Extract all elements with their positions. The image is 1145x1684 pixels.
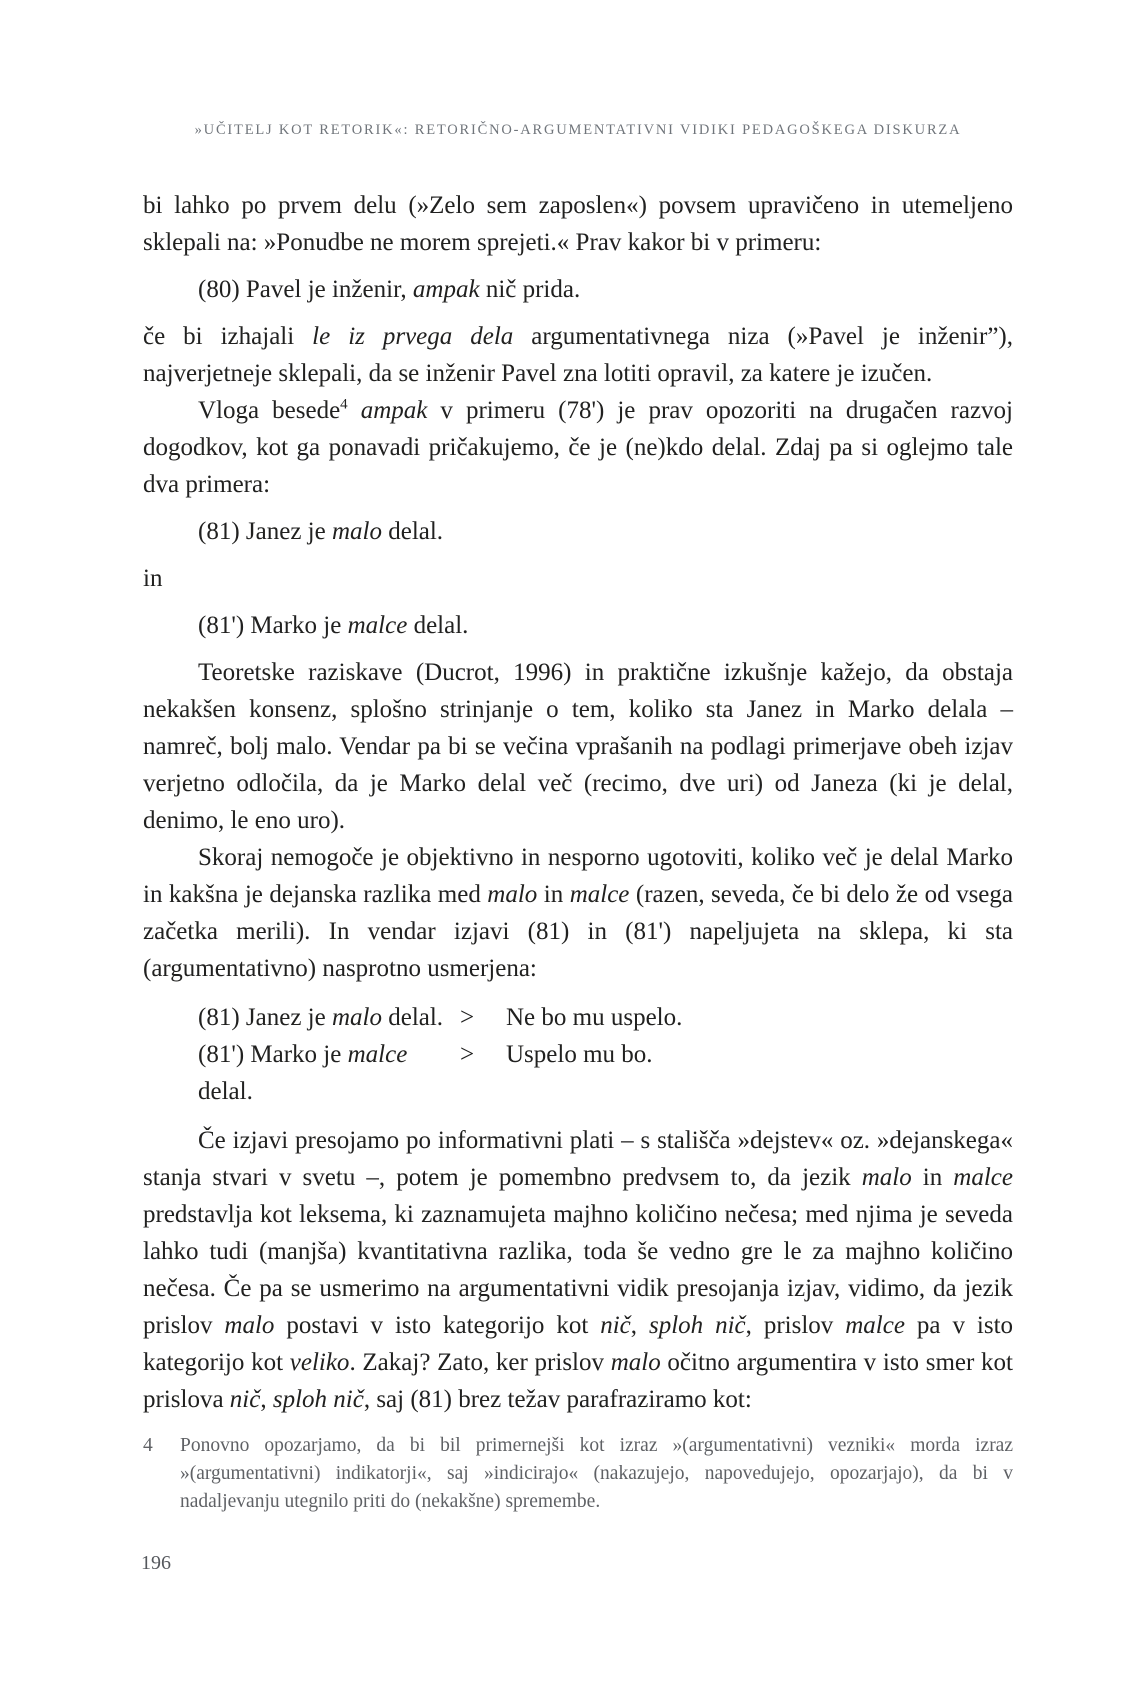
example-81: (81) Janez je malo delal.	[198, 518, 444, 545]
argument-conclusion: Uspelo mu bo.	[506, 1041, 653, 1068]
argument-conclusion: Ne bo mu uspelo.	[506, 1004, 683, 1031]
paragraph-ce-izjavi: Če izjavi presojamo po informativni plati – s stališča »dejstev« oz. »dejanskega« stanja stvari v svetu –, potem je pomembno predvsem to, da jezik malo in malce predstavlja kot leksema, ki zaznamujeta majhno količino nečesa; med njima je seveda lahko tudi (manjša) kvantitativna razlika, toda še vedno gre le za majhno količino nečesa. Če pa se usmerimo na argumentativni vidik presojanja izjav, vidimo, da jezik prislov malo postavi v isto kategorijo kot nič, sploh nič, prislov malce pa v isto kategorijo kot veliko. Zakaj? Zato, ker prislov malo očitno argumentira v isto smer kot prislova nič, sploh nič, saj (81) brez težav parafraziramo kot:	[143, 1127, 1014, 1413]
implication-arrow: >	[460, 1004, 475, 1031]
example-80: (80) Pavel je inženir, ampak nič prida.	[198, 276, 581, 303]
footnote-number: 4	[143, 1435, 153, 1456]
argument-row-81	[143, 999, 1013, 1036]
text-block	[143, 187, 1013, 1516]
paragraph-skoraj-nemogoce: Skoraj nemogoče je objektivno in nesporno ugotoviti, koliko več je delal Marko in kakšna je dejanska razlika med malo in malce (razen, seveda, če bi delo že od vsega začetka merili). In vendar izjavi (81) in (81') napeljujeta na sklepa, ki sta (argumentativno) nasprotno usmerjena:	[143, 844, 1013, 982]
paragraph-continuation: bi lahko po prvem delu (»Zelo sem zaposlen«) povsem upravičeno in utemeljeno sklepali na: »Ponudbe ne morem sprejeti.« Prav kakor bi v primeru:	[143, 192, 1013, 256]
argument-premise: (81) Janez je malo delal.	[198, 1004, 444, 1031]
page-number: 196	[141, 1552, 171, 1574]
paragraph-vloga-besede: Vloga besede$^4$ ampak v primeru (78') je prav opozoriti na drugačen razvoj dogodkov, kot ga ponavadi pričakujemo, če je (ne)kdo delal. Zdaj pa si oglejmo tale dva primera:	[143, 396, 1013, 498]
argument-row-81-prime	[143, 1036, 1013, 1110]
footnote-4	[143, 1432, 1013, 1516]
implication-arrow: >	[460, 1041, 475, 1068]
example-81-prime: (81') Marko je malce delal.	[198, 612, 469, 639]
running-header: »UČITELJ KOT RETORIK«: RETORIČNO-ARGUMENTATIVNI VIDIKI PEDAGOŠKEGA DISKURZA	[194, 122, 962, 138]
paragraph-teoretske-raziskave: Teoretske raziskave (Ducrot, 1996) in praktične izkušnje kažejo, da obstaja nekakšen konsenz, splošno strinjanje o tem, koliko sta Janez in Marko delala – namreč, bolj malo. Vendar pa bi se večina vprašanih na podlagi primerjave obeh izjav verjetno odločila, da je Marko delal več (recimo, dve uri) od Janeza (ki je delal, denimo, le eno uro).	[143, 659, 1013, 834]
footnote-text: Ponovno opozarjamo, da bi bil primernejši kot izraz »(argumentativni) vezniki« morda izraz »(argumentativni) indikatorji«, saj »indicirajo« (nakazujejo, napovedujejo, opozarjajo), da bi v nadaljevanju utegnilo priti do (nekakšne) spremembe.	[180, 1435, 1013, 1512]
paragraph-ce-bi-izhajali: če bi izhajali le iz prvega dela argumentativnega niza (»Pavel je inženir”), najverjetneje sklepali, da se inženir Pavel zna lotiti opravil, za katere je izučen.	[143, 323, 1013, 387]
conjunction-in: in	[143, 565, 163, 592]
argument-premise: (81') Marko je malce delal.	[198, 1041, 408, 1105]
argument-pair-block	[143, 999, 1013, 1110]
